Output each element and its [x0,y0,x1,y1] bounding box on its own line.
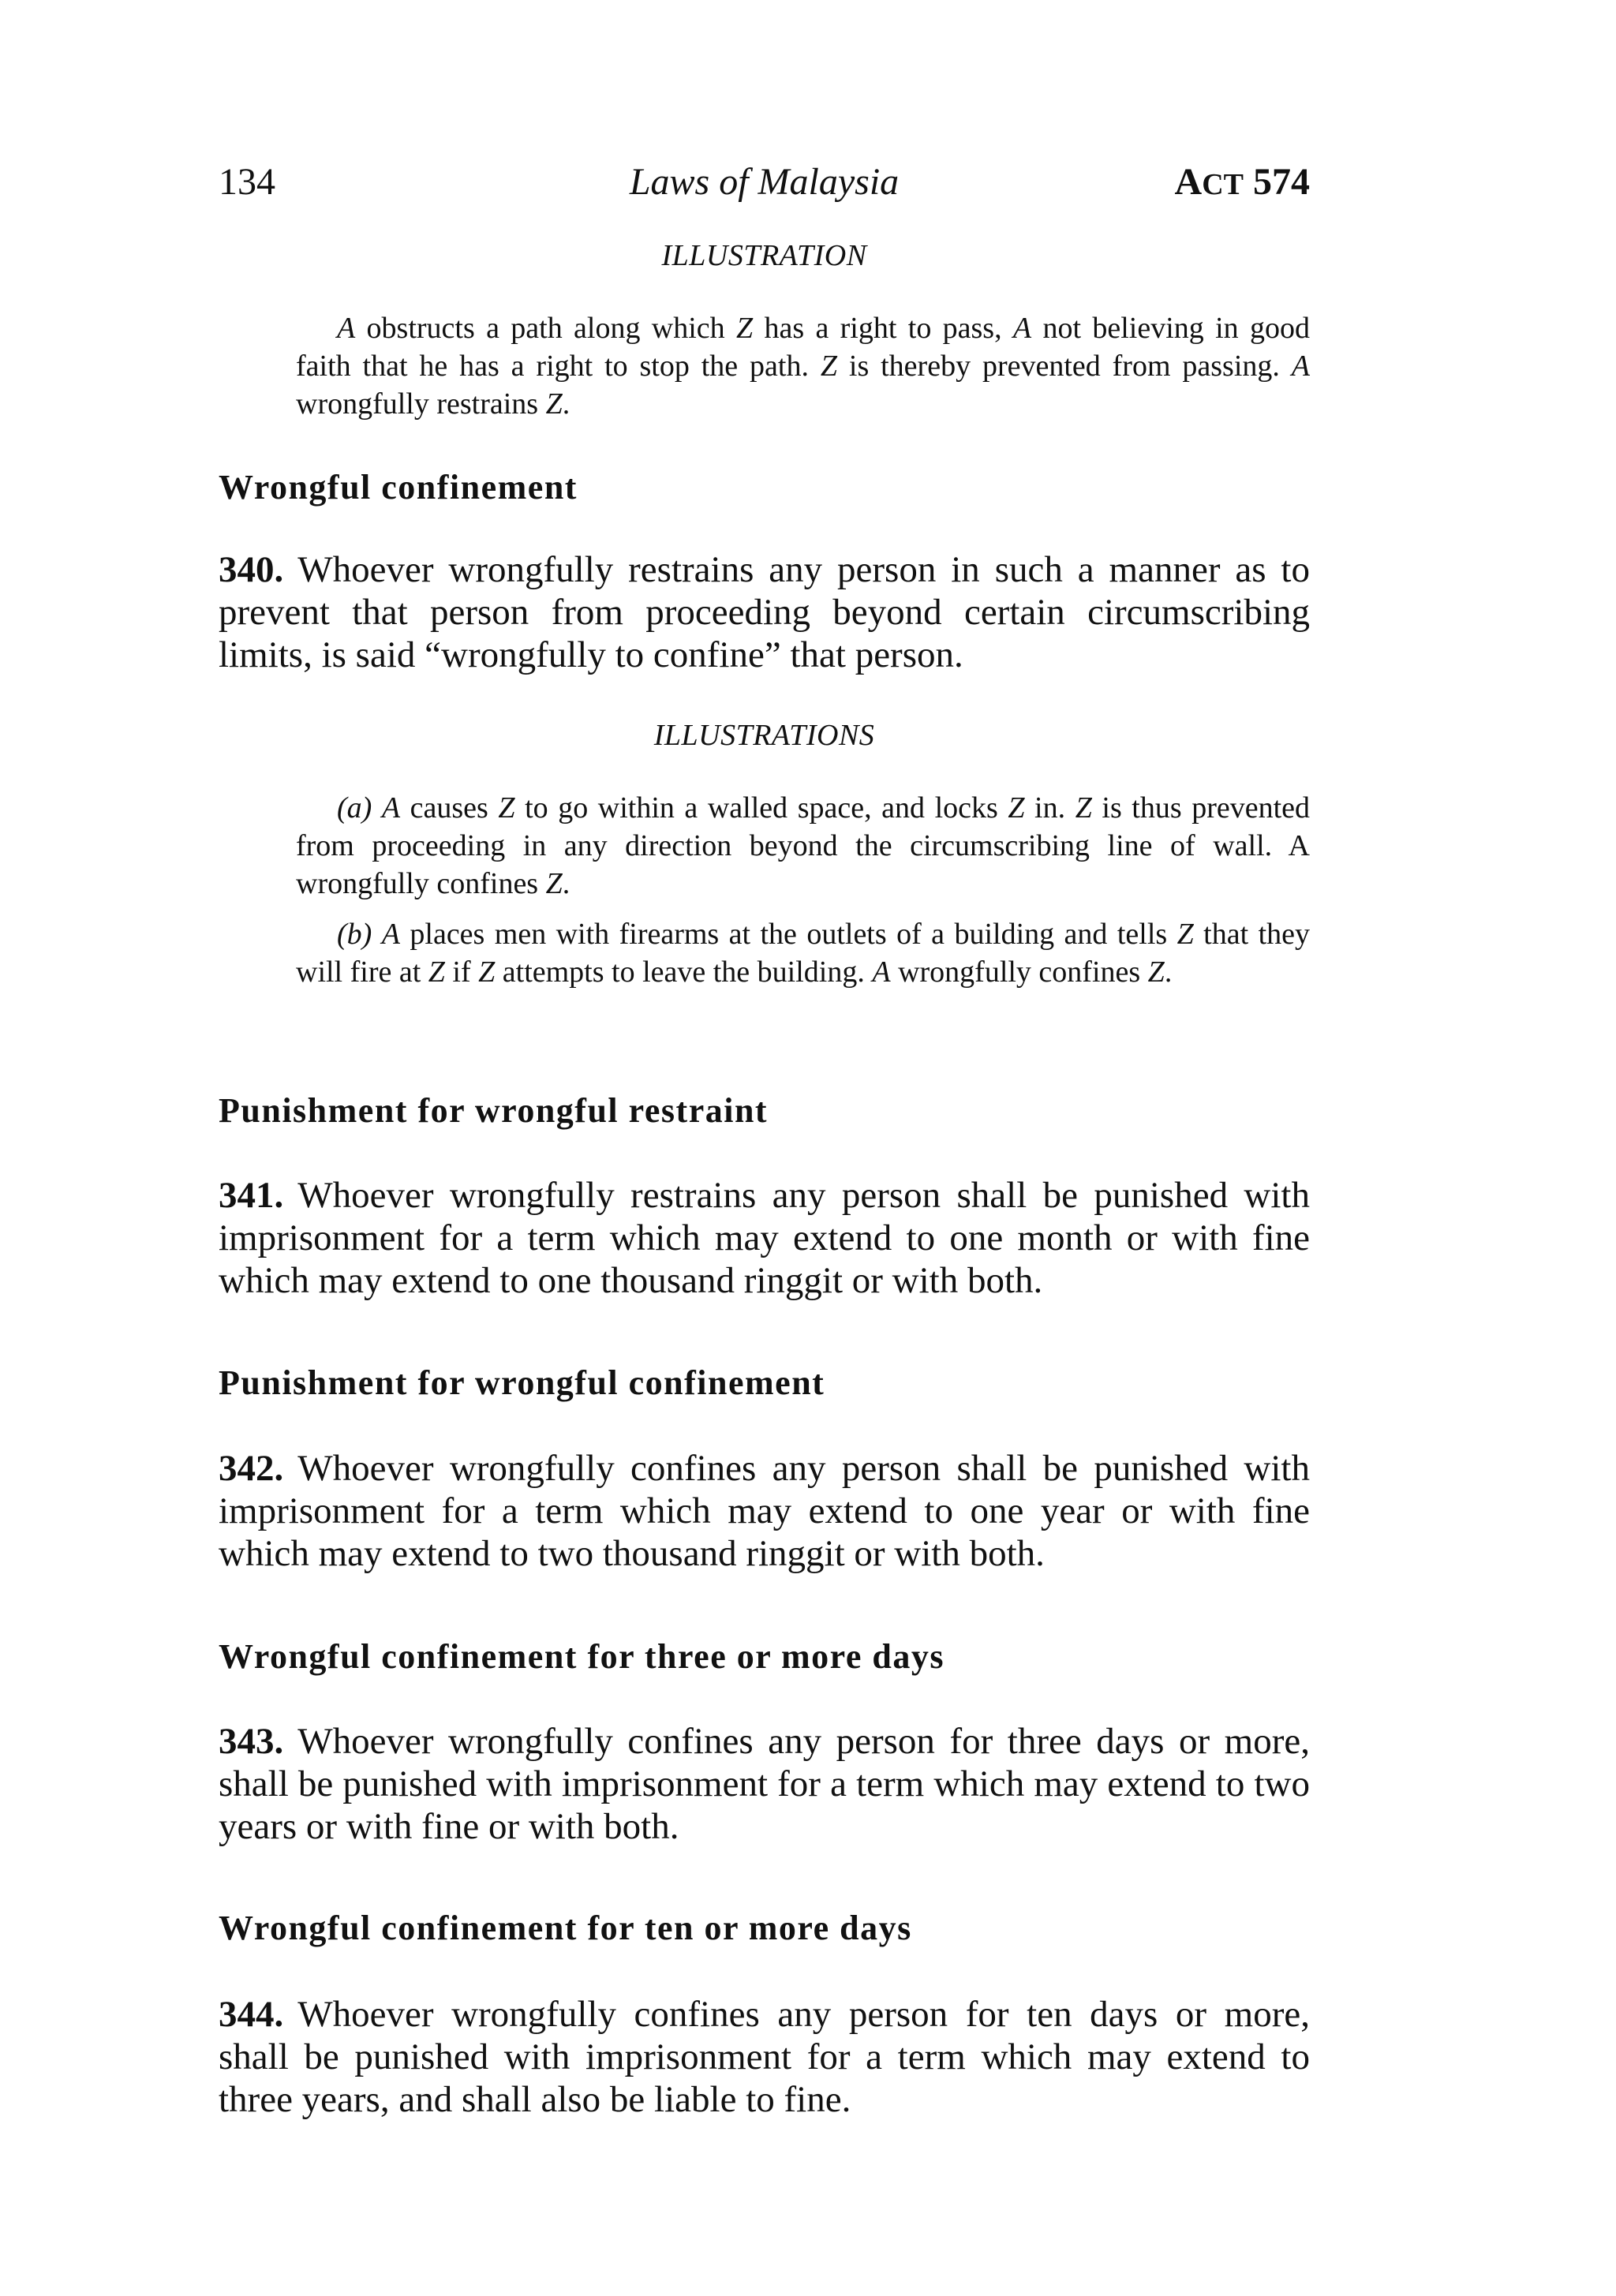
italic-run: (b) [337,918,372,951]
italic-run: (a) [337,791,372,825]
italic-run: Z [1176,918,1194,951]
italic-run: A [1291,350,1311,383]
text-run: not believing in good faith that he has a right to stop the path. [296,312,1310,383]
running-header [219,155,1310,210]
text-run: places men with firearms at the outlets of a building and tells [399,918,1177,951]
text-run: is thereby prevented from passing. [837,350,1292,383]
italic-run: A [872,955,891,989]
italic-run: Z [820,350,838,383]
italic-run: A [1012,312,1032,345]
section-heading-340: Wrongful confinement [219,468,578,507]
italic-run: Z [1147,955,1165,989]
section-number: 343. [219,1721,284,1762]
italic-run: Z [1075,791,1092,825]
illustration-b [296,915,1310,991]
act-small-caps: CT [1202,168,1244,201]
section-heading-344: Wrongful confinement for ten or more days [219,1909,912,1947]
page-number: 134 [219,161,275,203]
document-title: Laws of Malaysia [629,161,900,203]
text-run: that they will fire at [296,918,1311,989]
italic-run: Z [428,955,445,989]
italic-run: Z [545,387,563,421]
italic-run: Z [498,791,515,825]
section-heading-341: Punishment for wrongful restraint [219,1091,769,1130]
italic-run: A [381,918,400,951]
illustrations-heading: ILLUSTRATIONS [653,719,875,752]
section-text: Whoever wrongfully restrains any person in such a manner as to prevent that person from proceeding beyond certain circumscribing limits, is said “wrongfully to confine” that person. [219,549,1310,675]
text-run: wrongfully confines [890,955,1148,989]
section-text: Whoever wrongfully restrains any person shall be punished with imprisonment for a term which may extend to one month or with fine which may extend to one thousand ringgit or with both. [219,1175,1310,1301]
italic-run: Z [736,312,754,345]
section-number: 341. [219,1175,284,1216]
section-340 [219,548,1310,676]
text-run: . [562,867,570,900]
text-run: has a right to pass, [753,312,1013,345]
section-text: Whoever wrongfully confines any person for ten days or more, shall be punished with imprisonment for a term which may extend to three years, and shall also be liable to fine. [219,1994,1310,2120]
text-run: if [444,955,479,989]
section-number: 340. [219,549,284,590]
section-text: Whoever wrongfully confines any person shall be punished with imprisonment for a term which may extend to one year or with fine which may extend to two thousand ringgit or with both. [219,1448,1310,1574]
section-heading-342: Punishment for wrongful confinement [219,1363,825,1402]
text-run: is thus prevented from proceeding in any direction beyond the circumscribing line of wall. A wrongfully confines [296,791,1311,900]
italic-run: A [381,791,401,825]
text-run: to go within a walled space, and locks [514,791,1008,825]
italic-run: Z [1008,791,1025,825]
section-text: Whoever wrongfully confines any person for three days or more, shall be punished with imprisonment for a term which may extend to two years or with fine or with both. [219,1721,1310,1847]
illustration-text [296,309,1310,423]
section-heading-343: Wrongful confinement for three or more days [219,1637,945,1676]
text-run: obstructs a path along which [355,312,736,345]
text-run [372,791,382,825]
italic-run: A [337,312,356,345]
text-run: causes [400,791,499,825]
section-number: 342. [219,1448,284,1489]
illustration-heading: ILLUSTRATION [661,239,867,272]
text-run: wrongfully restrains [296,387,546,421]
text-run: . [1164,955,1173,989]
section-342 [219,1447,1310,1575]
section-344 [219,1993,1310,2121]
italic-run: Z [545,867,563,900]
illustration-a [296,789,1310,903]
italic-run: Z [478,955,496,989]
section-341 [219,1174,1310,1302]
act-number-value: 574 [1253,161,1310,203]
section-number: 344. [219,1994,284,2035]
text-run: in. [1024,791,1075,825]
text-run: attempts to leave the building. [495,955,873,989]
act-prefix: A [1174,161,1203,203]
text-run: . [562,387,570,421]
document-page [219,0,1310,2296]
act-number [1175,155,1310,212]
section-343 [219,1720,1310,1848]
text-run [372,918,381,951]
